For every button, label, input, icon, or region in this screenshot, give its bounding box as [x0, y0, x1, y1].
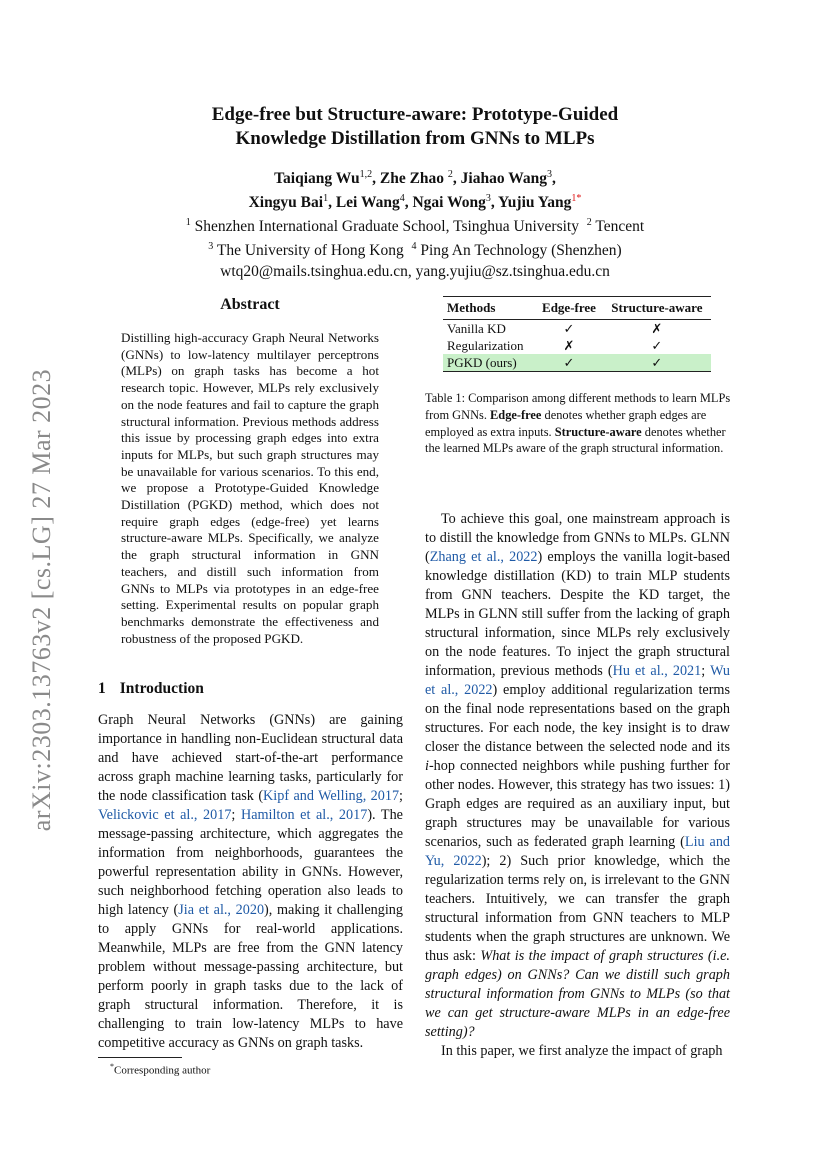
cross-cell: ✗: [651, 320, 663, 336]
footnote-mark: *: [110, 1062, 114, 1071]
citation-link[interactable]: Hamilton et al., 2017: [240, 807, 368, 823]
author-affiliation-mark: 3: [485, 193, 491, 205]
footnote-text: Corresponding author: [114, 1064, 211, 1077]
citation-link[interactable]: Wu et al., 2022: [425, 663, 730, 698]
author-list-line-1: Taiqiang Wu$^{1,2}$, Zhe Zhao $^2$, Jiahao Wang$^3$,: [274, 169, 556, 188]
affiliation: Ping An Technology (Shenzhen): [420, 242, 622, 260]
affiliation-line-2: [120, 237, 710, 261]
author-name: Jiahao Wang: [460, 170, 547, 188]
citation-link[interactable]: Kipf and Welling, 2017: [263, 788, 400, 804]
check-cell: ✓: [535, 354, 603, 372]
author-affiliation-mark: 1,2: [359, 169, 373, 180]
author-affiliation-mark: 3: [546, 169, 552, 180]
citation-link[interactable]: Hu et al., 2021: [612, 663, 702, 679]
affiliation: Tencent: [595, 218, 645, 236]
table-header-cell: Methods: [443, 297, 535, 320]
footnote-rule: [98, 1057, 182, 1058]
affiliation-number: 3: [208, 241, 214, 253]
table-header-cell: Edge-free: [535, 297, 603, 320]
title-line-1: Edge-free but Structure-aware: Prototype-Guided: [211, 104, 619, 125]
section-title: Introduction: [119, 680, 204, 697]
author-name: Yujiu Yang: [498, 194, 572, 212]
table-header-row: [443, 297, 711, 320]
intro-right-column: [425, 510, 730, 1061]
table-cell: Regularization: [447, 337, 524, 353]
comparison-table: [443, 296, 711, 372]
citation-link[interactable]: Jia et al., 2020: [178, 902, 265, 918]
corresponding-author-mark: 1*: [571, 193, 582, 205]
citation-link[interactable]: Liu and Yu, 2022: [425, 834, 731, 869]
check-cell: ✓: [563, 320, 575, 336]
author-name: Lei Wang: [335, 194, 400, 212]
affiliation-number: 2: [586, 217, 592, 229]
author-name: Ngai Wong: [412, 194, 486, 212]
section-heading: [98, 680, 204, 698]
citation-link[interactable]: Velickovic et al., 2017: [98, 807, 232, 823]
author-block: [120, 165, 710, 282]
abstract-heading: Abstract: [220, 296, 280, 313]
intro-paragraph: In this paper, we first analyze the impact of graph: [441, 1043, 723, 1059]
intro-paragraph: To achieve this goal, one mainstream approach is to distill the knowledge from GNNs to MLPs. GLNN (Zhang et al., 2022) employs the vanilla logit-based knowledge distillation (KD) to train MLP students from GNN teachers. Despite the KD target, the MLPs in GLNN still suffer from the lacking of graph structural information, since MLPs rely exclusively on the node features. To inject the graph structural information, previous methods (Hu et al., 2021; Wu et al., 2022) employ additional regularization terms on the final node representations based on the graph structures. For each node, the key insight is to draw closer the distance between the selected node and its i-hop connected neighbors while pushing further for other nodes. However, this strategy has two issues: 1) Graph edges are required as an auxiliary input, but graph structures may be unavailable for various scenarios, such as federated graph learning (Liu and Yu, 2022); 2) Such prior knowledge, which the regularization terms rely on, is irrelevant to the GNN teachers. Intuitively, we can transfer the graph structural information from GNN teachers to MLP students when the graph structures are unknown. We thus ask: What is the impact of graph structures (i.e. graph edges) on GNNs? Can we distill such graph structural information from GNNs to MLPs (so that we can get structure-aware MLPs in an edge-free setting)?: [425, 511, 731, 1040]
author-affiliation-mark: 2: [447, 169, 453, 180]
cross-cell: ✗: [563, 337, 575, 353]
affiliation-line-1: [120, 213, 710, 237]
author-emails: wtq20@mails.tsinghua.edu.cn, yang.yujiu@sz.tsinghua.edu.cn: [220, 262, 610, 280]
title-line-2: Knowledge Distillation from GNNs to MLPs: [235, 128, 595, 149]
author-name: Zhe Zhao: [379, 170, 445, 188]
section-number: 1: [98, 680, 106, 697]
table-row: [443, 337, 711, 354]
author-affiliation-mark: 1: [323, 193, 329, 205]
author-affiliation-mark: 4: [399, 193, 405, 205]
affiliation: Shenzhen International Graduate School, Tsinghua University: [194, 218, 579, 236]
author-list-line-2: Xingyu Bai$^1$, Lei Wang$^4$, Ngai Wong$^3$, Yujiu Yang$^{1*}$: [248, 193, 582, 212]
intro-left-column: [98, 711, 403, 1053]
table-header-cell: Structure-aware: [603, 297, 711, 320]
intro-paragraph: Graph Neural Networks (GNNs) are gaining importance in handling non-Euclidean structural data and have achieved start-of-the-art performance across graph machine learning tasks, particularly for the node classification task (Kipf and Welling, 2017; Velickovic et al., 2017; Hamilton et al., 2017). The message-passing architecture, which aggregates the information from neighborhoods, guarantees the powerful representation ability in GNNs. However, such neighborhood fetching operation also leads to high latency (Jia et al., 2020), making it challenging to apply GNNs for real-world applications. Meanwhile, MLPs are free from the GNN latency problem without message-passing architecture, but perform poorly in graph tasks due to the lack of graph structural information. Therefore, it is challenging to train low-latency MLPs to have competitive accuracy as GNNs on graph tasks.: [98, 712, 403, 1051]
arxiv-identifier: arXiv:2303.13763v2 [cs.LG] 27 Mar 2023: [27, 368, 56, 832]
affiliation-number: 1: [185, 217, 191, 229]
author-name: Taiqiang Wu: [274, 170, 360, 188]
table-cell: PGKD (ours): [443, 354, 535, 372]
affiliation: The University of Hong Kong: [216, 242, 404, 260]
check-cell: ✓: [603, 354, 711, 372]
check-cell: ✓: [651, 337, 663, 353]
footnote: [110, 1062, 210, 1077]
paper-title: [120, 103, 710, 151]
author-name: Xingyu Bai: [248, 194, 324, 212]
abstract-text: Distilling high-accuracy Graph Neural Networks (GNNs) to low-latency multilayer perceptrons (MLPs) on graph tasks has become a hot research topic. However, MLPs rely exclusively on the node features and fail to capture the graph structural information. Previous methods address this issue by processing graph edges into extra inputs for MLPs, but such graph structures may be unavailable for various scenarios. To this end, we propose a Prototype-Guided Knowledge Distillation (PGKD) method, which does not require graph edges (edge-free) yet learns structure-aware MLPs. Specifically, we analyze the graph structural information in GNN teachers, and distill such information from GNNs to MLPs via prototypes in an edge-free setting. Experimental results on popular graph benchmarks demonstrate the effectiveness and robustness of the proposed PGKD.: [121, 330, 379, 646]
table-row: [443, 320, 711, 338]
citation-link[interactable]: Zhang et al., 2022: [429, 549, 538, 565]
table-caption: Table 1: Comparison among different methods to learn MLPs from GNNs. Edge-free denotes whether graph edges are employed as extra inputs. Structure-aware denotes whether the learned MLPs aware of the graph structural information.: [425, 391, 731, 456]
affiliation-number: 4: [411, 241, 417, 253]
table-row-highlighted: [443, 354, 711, 372]
table-cell: Vanilla KD: [447, 320, 506, 336]
arxiv-sidebar: [20, 355, 64, 845]
